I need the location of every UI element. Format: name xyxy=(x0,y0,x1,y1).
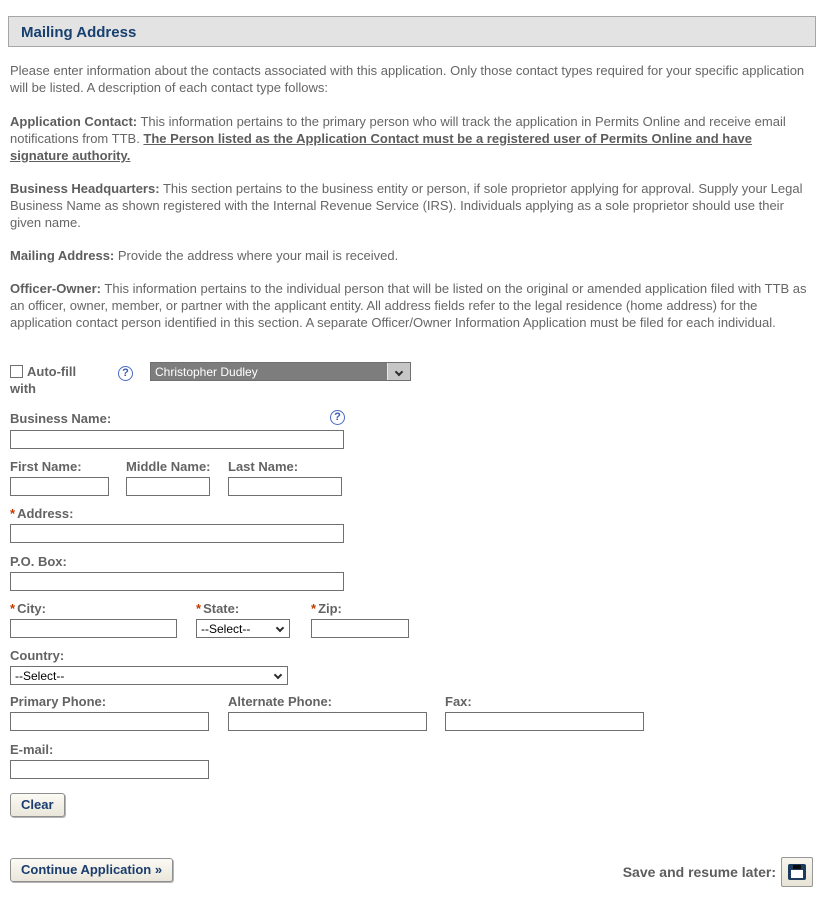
address-input[interactable] xyxy=(10,524,344,543)
floppy-shutter xyxy=(793,865,801,869)
required-marker: * xyxy=(10,506,16,521)
alternate-phone-input[interactable] xyxy=(228,712,427,731)
description-application-contact xyxy=(10,113,808,164)
description-label: Officer-Owner: xyxy=(10,281,102,296)
email-input[interactable] xyxy=(10,760,209,779)
floppy-label xyxy=(791,870,803,878)
description-emphasis: The Person listed as the Application Contact must be a registered user of Permits Online and have signature authority. xyxy=(10,131,752,163)
help-icon[interactable]: ? xyxy=(118,366,133,381)
required-marker: * xyxy=(311,601,317,616)
floppy-disk-icon xyxy=(788,864,806,880)
description-text: This information pertains to the primary person who will track the application in Permits Online and receive email notifications from TTB. xyxy=(10,114,786,146)
primary-phone-label: Primary Phone: xyxy=(10,694,107,709)
state-select[interactable] xyxy=(196,619,290,638)
state-selected-option: --Select-- xyxy=(201,621,251,636)
required-marker: * xyxy=(196,601,202,616)
zip-label: * Zip: xyxy=(311,601,342,616)
description-label: Business Headquarters: xyxy=(10,181,160,196)
first-name-input[interactable] xyxy=(10,477,109,496)
first-name-label: First Name: xyxy=(10,459,82,474)
country-select[interactable] xyxy=(10,666,288,685)
country-selected-option: --Select-- xyxy=(15,668,65,683)
description-text: Provide the address where your mail is received. xyxy=(114,248,399,263)
primary-phone-input[interactable] xyxy=(10,712,209,731)
zip-input[interactable] xyxy=(311,619,409,638)
description-text: This section pertains to the business entity or person, if sole proprietor applying for approval. Supply your Legal Business Name as shown registered with the Internal Revenue Service (IRS). Individuals applying as a sole proprietor should use their given name. xyxy=(10,181,803,230)
save-and-resume-row xyxy=(623,857,813,887)
select-arrow-strip xyxy=(387,363,410,380)
fax-label: Fax: xyxy=(445,694,472,709)
autofill-select[interactable] xyxy=(150,362,411,381)
last-name-label: Last Name: xyxy=(228,459,299,474)
continue-application-button[interactable]: Continue Application » xyxy=(10,858,173,882)
alternate-phone-label: Alternate Phone: xyxy=(228,694,333,709)
required-marker: * xyxy=(10,601,16,616)
page-title: Mailing Address xyxy=(21,24,137,41)
description-label: Application Contact: xyxy=(10,114,138,129)
intro-text: Please enter information about the contacts associated with this application. Only those contact types required for your specific application will be listed. A description of each contact type follows: xyxy=(10,63,805,95)
autofill-selected-option: Christopher Dudley xyxy=(155,364,258,379)
middle-name-label: Middle Name: xyxy=(126,459,211,474)
section-header xyxy=(8,16,816,47)
help-icon[interactable]: ? xyxy=(330,410,345,425)
email-label: E-mail: xyxy=(10,742,54,757)
business-name-label: Business Name: xyxy=(10,411,112,426)
description-mailing-address xyxy=(10,247,808,264)
chevron-down-icon xyxy=(395,368,403,376)
description-business-headquarters xyxy=(10,180,808,231)
chevron-down-icon xyxy=(276,624,284,632)
state-label: * State: xyxy=(196,601,240,616)
business-name-input[interactable] xyxy=(10,430,344,449)
autofill-checkbox[interactable] xyxy=(10,365,23,378)
save-and-resume-label: Save and resume later: xyxy=(622,864,776,880)
autofill-label-text: Auto-fill with xyxy=(10,364,77,396)
po-box-label: P.O. Box: xyxy=(10,554,67,569)
last-name-input[interactable] xyxy=(228,477,342,496)
city-input[interactable] xyxy=(10,619,177,638)
autofill-label xyxy=(10,363,88,397)
description-label: Mailing Address: xyxy=(10,248,115,263)
city-label: * City: xyxy=(10,601,46,616)
address-label: * Address: xyxy=(10,506,74,521)
description-text: This information pertains to the individual person that will be listed on the original or amended application filed with TTB as an officer, owner, member, or partner with the applicant entity. All address fields refer to the legal residence (home address) for the application contact person identified in this section. A separate Officer/Owner Information Application must be filed for each individual. xyxy=(10,281,807,330)
save-button[interactable] xyxy=(781,857,813,887)
fax-input[interactable] xyxy=(445,712,644,731)
country-label: Country: xyxy=(10,648,65,663)
chevron-down-icon xyxy=(274,671,282,679)
clear-button[interactable]: Clear xyxy=(10,793,65,817)
description-officer-owner xyxy=(10,280,808,331)
middle-name-input[interactable] xyxy=(126,477,210,496)
po-box-input[interactable] xyxy=(10,572,344,591)
